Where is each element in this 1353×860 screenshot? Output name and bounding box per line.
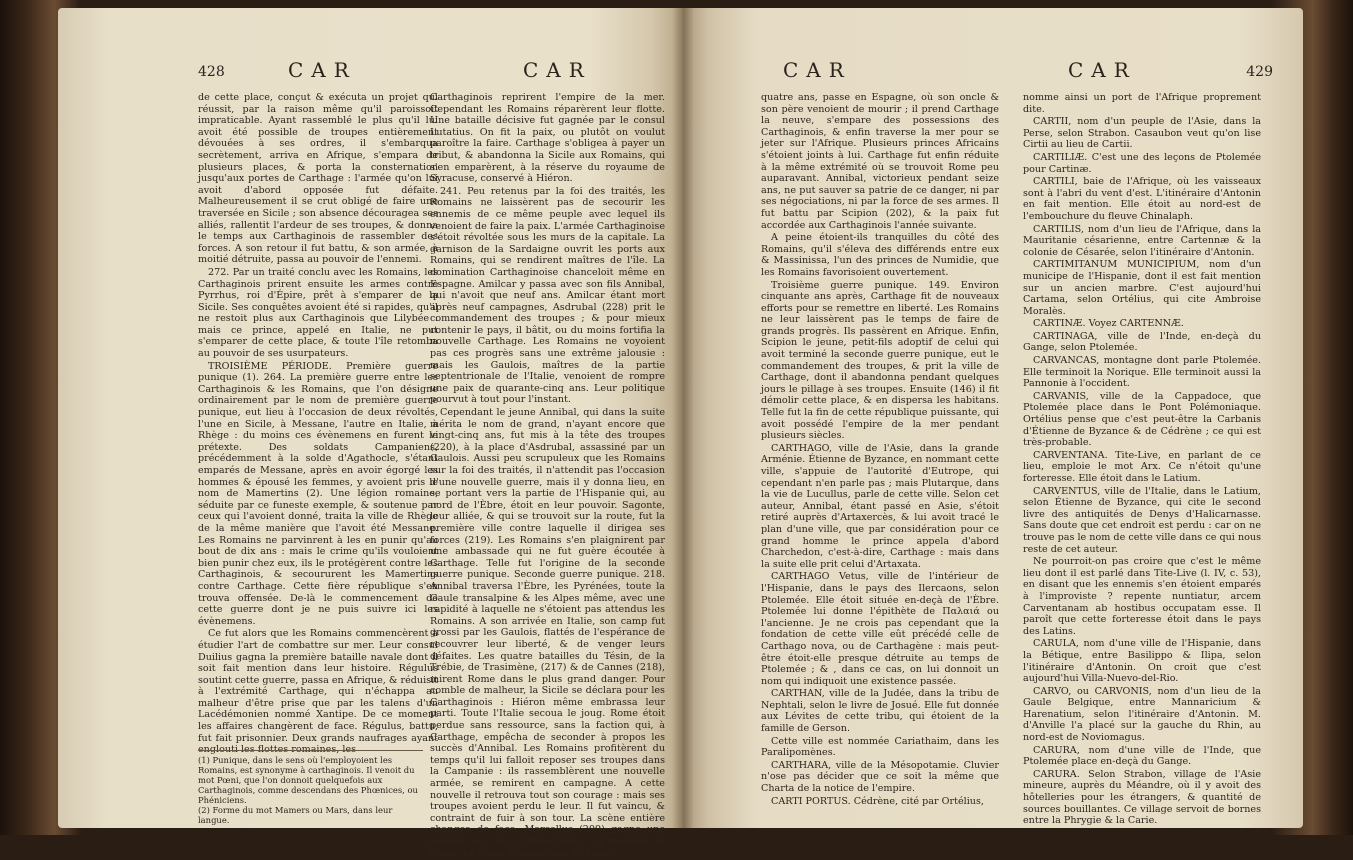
entry: CARTIMITANUM MUNICIPIUM, nom d'un municipe de l'Hispanie, dont il est fait mention sur un ancien marbre. C'est aujourd'hui Cartama, selon Ortélius, qui cite Ambroise Moralès. [1023,259,1261,317]
entry: CARVO, ou CARVONIS, nom d'un lieu de la Gaule Belgique, entre Mannaricium & Harenatium, selon l'itinéraire d'Antonin. M. d'Anville l'a placé sur la gauche du Rhin, au nord-est de Noviomagus. [1023,685,1261,744]
right-page [683,8,1303,828]
left-running-head-2: CAR [523,58,592,82]
left-column-1 [198,92,438,757]
entry: CARVANCAS, montagne dont parle Ptolemée. Elle terminoit la Norique. Elle terminoit aussi la Pannonie à l'occident. [1023,355,1261,390]
entry: Cette ville est nommée Cariathaim, dans les Paralipomènes. [761,735,999,759]
entry: CARVENTUS, ville de l'Italie, dans le Latium, selon Étienne de Byzance, qui cite le second livre des antiquités de Denys d'Halicarnasse. Sans doute que cet endroit est perdu : car on ne trouve pas le nom de cette ville dans ce qui nous reste de cet auteur. [1023,485,1261,555]
paragraph: A peine étoient-ils tranquilles du côté des Romains, qu'il s'éleva des différends entre eux & Massinissa, l'un des princes de Numidie, que les Romains favorisoient ouvertement. [761,232,999,278]
entry: CARTI PORTUS. Cédrène, cité par Ortélius, [771,795,984,807]
left-page [58,8,683,859]
entry: CARTHAGO Vetus, ville de l'intérieur de l'Hispanie, dans le pays des Ilercaons, selon Ptolemée. Elle étoit située en-deçà de l'Èbre. Ptolemée lui donne l'épithète de Παλαιά ou l'ancienne. Je ne crois pas cependant que la fondation de cette ville eût précédé celle de Carthago nova, ou de Carthagène : mais peut-être étoit-elle presque détruite au temps de Ptolemée ; & , dans ce cas, on lui donnoit un nom qui indiquoit une existence passée. [761,571,999,687]
right-page-header [683,56,1303,86]
entry: CARTII, nom d'un peuple de l'Asie, dans la Perse, selon Strabon. Casaubon veut qu'on lise Cirtii au lieu de Cartii. [1023,116,1261,151]
entry: CARVENTANA. Tite-Live, en parlant de ce lieu, emploie le mot Arx. Ce n'étoit qu'une forteresse. Elle étoit dans le Latium. [1023,449,1261,484]
entry: CARTINAGA, ville de l'Inde, en-deçà du Gange, selon Ptolemée. [1023,330,1261,354]
entry: nomme ainsi un port de l'Afrique proprement dite. [1023,92,1261,115]
left-page-number: 428 [198,64,225,80]
entry: CARULA, nom d'une ville de l'Hispanie, dans la Bétique, entre Basilippo & Ilipa, selon l'itinéraire d'Antonin. On croit que c'est aujourd'hui Villa-Nuevo-del-Rio. [1023,638,1261,685]
paragraph: Carthaginois reprirent l'empire de la mer. Cependant les Romains réparèrent leur flotte. Une bataille décisive fut gagnée par le consul Lutatius. On fit la paix, ou plutôt on voulut paroître la faire. Carthage s'obligea à payer un tribut, & abandonna la Sicile aux Romains, qui s'en emparèrent, à la réserve du royaume de Syracuse, conservé à Hiéron. [430,92,665,185]
book-gutter [672,8,694,828]
paragraph: de cette place, conçut & exécuta un projet qui réussit, par la raison même qu'il paroissoit impraticable. Ayant rassemblé le plus qu'il lui avoit été possible de troupes entièrement dévouées à ses ordres, il s'embarqua secrètement, arriva en Afrique, s'empara de plusieurs places, & porta la consternation jusqu'aux portes de Carthage : l'armée qu'on lui avoit d'abord opposée fut défaite. Malheureusement il se crut obligé de faire une traversée en Sicile ; son absence découragea ses alliés, rallentit l'ardeur de ses troupes, & donna le temps aux Carthaginois de rassembler des forces. A son retour il fut battu, & son armée, à moitié détruite, passa au pouvoir de l'ennemi. [198,92,438,266]
right-running-head-2: CAR [1068,58,1137,82]
entry: CARTILIÆ. C'est une des leçons de Ptolemée pour Cartinæ. [1023,151,1261,175]
paragraph: Troisième guerre punique. 149. Environ cinquante ans après, Carthage fit de nouveaux efforts pour se remettre en liberté. Les Romains ne leur laissèrent pas le temps de faire de grands progrès. Ils passèrent en Afrique. Enfin, Scipion le jeune, petit-fils adoptif de celui qui avoit terminé la seconde guerre punique, eut le commandement des troupes, & prit la ville de Carthage, dont il abandonna pendant quelques jours le pillage à ses troupes. Ensuite (146) il fit démolir cette place, & en dispersa les habitans. Telle fut la fin de cette république puissante, qui avoit possédé l'empire de la mer pendant plusieurs siècles. [761,279,999,442]
paragraph: TROISIÈME PÉRIODE. Première guerre punique (1). 264. La première guerre entre les Carthaginois & les Romains, que l'on désigne ordinairement par le nom de première guerre punique, eut lieu à l'occasion de deux révoltés, l'une en Sicile, à Messane, l'autre en Italie, à Rhège : du moins ces évènemens en furent le prétexte. Des soldats Campaniens, précédemment à la solde d'Agathocle, s'étant emparés de Messane, après en avoir égorgé les hommes & épousé les femmes, y avoient pris le nom de Mamertins (2). Une légion romaine, séduite par ce funeste exemple, & soutenue par ceux qui l'avoient donné, traita la ville de Rhège de la même manière que l'avoit été Messane. Les Romains ne parvinrent à les en punir qu'au bout de dix ans : mais le crime qu'ils vouloient bien punir chez eux, ils le protégèrent contre les Carthaginois, & secoururent les Mamertins contre Carthage. Cette fière république s'en trouva offensée. De-là le commencement de cette guerre dont je ne puis suivre ici les évènemens. [198,360,438,627]
right-column-1 [761,92,999,808]
entry: CARURA, nom d'une ville de l'Inde, que Ptolemée place en-deçà du Gange. [1023,744,1261,768]
right-page-number: 429 [1246,64,1273,80]
paragraph: Ce fut alors que les Romains commencèrent à étudier l'art de combattre sur mer. Leur consul Duilius gagna la première bataille navale dont il soit fait mention dans leur histoire. Régulus soutint cette guerre, passa en Afrique, & réduisit à l'extrémité Carthage, qui n'échappa au malheur d'être prise que par les talens d'un Lacédémonien nommé Xantipe. De ce moment les affaires changèrent de face. Régulus, battu, fut fait prisonnier. Deux grands naufrages ayant englouti les flottes romaines, les [198,628,438,756]
entry: Ne pourroit-on pas croire que c'est le même lieu dont il est parlé dans Tite-Live (l. IV, c. 53), en disant que les ennemis s'en étoient emparés à l'improviste ? repente nuntiatur, arcem Carventanam ab hostibus occupatam esse. Il paroît que cette forteresse étoit dans le pays des Latins. [1023,556,1261,637]
left-page-header [58,56,683,86]
paragraph: 241. Peu retenus par la foi des traités, les Romains ne laissèrent pas de secourir les ennemis de ce même peuple avec lequel ils venoient de faire la paix. L'armée Carthaginoise s'étoit révoltée sous les murs de la capitale. La garnison de la Sardaigne ouvrit les ports aux Romains, qui se rendirent maîtres de l'île. La domination Carthaginoise chanceloit même en Espagne. Amilcar y passa avec son fils Annibal, qui n'avoit que neuf ans. Amilcar étant mort après neuf campagnes, Asdrubal (228) prit le commandement des troupes ; & pour mieux contenir le pays, il bâtit, ou du moins fortifia la nouvelle Carthage. Les Romains ne voyoient pas ces progrès sans une extrême jalousie : mais les Gaulois, maîtres de la partie septentrionale de l'Italie, venoient de rompre une paix de quarante-cinq ans. Leur politique pourvut à tout pour l'instant. [430,185,665,406]
paragraph: Cependant le jeune Annibal, qui dans la suite mérita le nom de grand, n'ayant encore que vingt-cinq ans, fut mis à la tête des troupes (220), à la place d'Asdrubal, assassiné par un Gaulois. Aussi peu scrupuleux que les Romains sur la foi des traités, il n'attendit pas l'occasion d'une nouvelle guerre, mais il y donna lieu, en se portant vers la partie de l'Hispanie qui, au nord de l'Èbre, étoit en leur pouvoir. Sagonte, leur alliée, & qui se trouvoit sur la route, fut la première ville contre laquelle il dirigea ses forces (219). Les Romains s'en plaignirent par une ambassade qui ne fut guère écoutée à Carthage. Telle fut l'origine de la seconde guerre punique. Seconde guerre punique. 218. Annibal traversa l'Èbre, les Pyrénées, toute la Gaule transalpine & les Alpes même, avec une rapidité à laquelle ne s'étoient pas attendus les Romains. A son arrivée en Italie, son camp fut grossi par les Gaulois, flattés de l'espérance de recouvrer leur liberté, & de venger leurs défaites. Les quatre batailles du Tésin, de la Trébie, de Trasimène, (217) & de Cannes (218), mirent Rome dans le plus grand danger. Pour comble de malheur, la Sicile se déclara pour les Carthaginois : Hiéron même embrassa leur parti. Toute l'Italie secoua le joug. Rome étoit perdue sans ressource, sans la faction qui, à Carthage, empêcha de seconder à propos les succès d'Annibal. Les Romains profitèrent du temps qu'il lui falloit reposer ses troupes dans la Campanie : ils rassemblèrent une nouvelle armée, se remirent en campagne. A cette nouvelle il retrouva tout son courage : mais ses troupes avoient perdu le leur. Il fut vaincu, & contraint de fuir à son tour. La scène entière changea de face. Marcellus (209) gagne une bataille sur les Carthaginois : il regagne la Sicile. Le jeune Scipion, âgé de vingt- [430,407,665,859]
entry: CARTHARA, ville de la Mésopotamie. Cluvier n'ose pas décider que ce soit la même que Charta de la notice de l'empire. [761,759,999,795]
entry: CARTILIS, nom d'un lieu de l'Afrique, dans la Mauritanie césarienne, entre Cartennæ & la colonie de Césarée, selon l'itinéraire d'Antonin. [1023,223,1261,258]
entry: CARTILI, baie de l'Afrique, où les vaisseaux sont à l'abri du vent d'est. L'itinéraire d'Antonin en fait mention. Elle étoit au nord-est de l'embouchure du fleuve Chinalaph. [1023,176,1261,222]
left-running-head-1: CAR [288,58,357,82]
right-column-2 [1023,92,1261,828]
entry: CARVANIS, ville de la Cappadoce, que Ptolemée place dans le Pont Polémoniaque. Ortélius pense que c'est peut-être la Carbanis d'Étienne de Byzance & de Cédrène ; ce qui est très-probable. [1023,390,1261,449]
footnote: (1) Punique, dans le sens où l'employoient les Romains, est synonyme à carthaginois. Il venoit du mot Pœni, que l'on donnoit quelquefois aux Carthaginois, comme descendans des Phœnices, ou Phéniciens. [198,755,418,805]
entry: CARURA. Selon Strabon, village de l'Asie mineure, auprès du Méandre, où il y avoit des hôtelleries pour les étrangers, & quantité de sources bouillantes. Ce village servoit de bornes entre la Phrygie & la Carie. [1023,768,1261,827]
paragraph: quatre ans, passe en Espagne, où son oncle & son père venoient de mourir ; il prend Carthage la neuve, s'empare des possessions des Carthaginois, & enfin traverse la mer pour se jeter sur l'Afrique. Plusieurs princes Africains s'étoient joints à lui. Carthage fut enfin réduite à la même extrémité où se trouvoit Rome peu auparavant. Annibal, victorieux pendant seize ans, ne put sauver sa patrie de ce danger, ni par ses négociations, ni par la force de ses armes. Il fut battu par Scipion (202), & la paix fut accordée aux Carthaginois l'année suivante. [761,92,999,231]
right-running-head-1: CAR [783,58,852,82]
paragraph: 272. Par un traité conclu avec les Romains, les Carthaginois prirent ensuite les armes contre Pyrrhus, roi d'Épire, prêt à s'emparer de la Sicile. Ses conquêtes avoient été si rapides, qu'il ne restoit plus aux Carthaginois que Lilybée : mais ce prince, appelé en Italie, ne put s'emparer de cette place, & toute l'île retomba au pouvoir de ses usurpateurs. [198,266,438,360]
entry: CARTINÆ. Voyez CARTENNÆ. [1033,318,1184,330]
entry: CARTHAN, ville de la Judée, dans la tribu de Nephtali, selon le livre de Josué. Elle fut donnée aux Lévites de cette tribu, qui étoient de la famille de Gerson. [761,688,999,735]
left-column-2 [430,92,665,860]
footnotes [198,750,423,825]
entry: CARTHAGO, ville de l'Asie, dans la grande Arménie. Étienne de Byzance, en nommant cette ville, s'appuie de l'autorité d'Eutrope, qui cependant n'en parle pas ; mais Plutarque, dans la vie de Lucullus, parle de cette ville. Selon cet auteur, Annibal, étant passé en Asie, s'étoit retiré auprès d'Artaxercès, & lui avoit tracé le plan d'une ville, que par considération pour ce grand homme le prince appela d'abord Charchedon, c'est-à-dire, Carthage : mais dans la suite elle prit celui d'Artaxata. [761,442,999,570]
footnote: (2) Forme du mot Mamers ou Mars, dans leur langue. [198,805,393,825]
